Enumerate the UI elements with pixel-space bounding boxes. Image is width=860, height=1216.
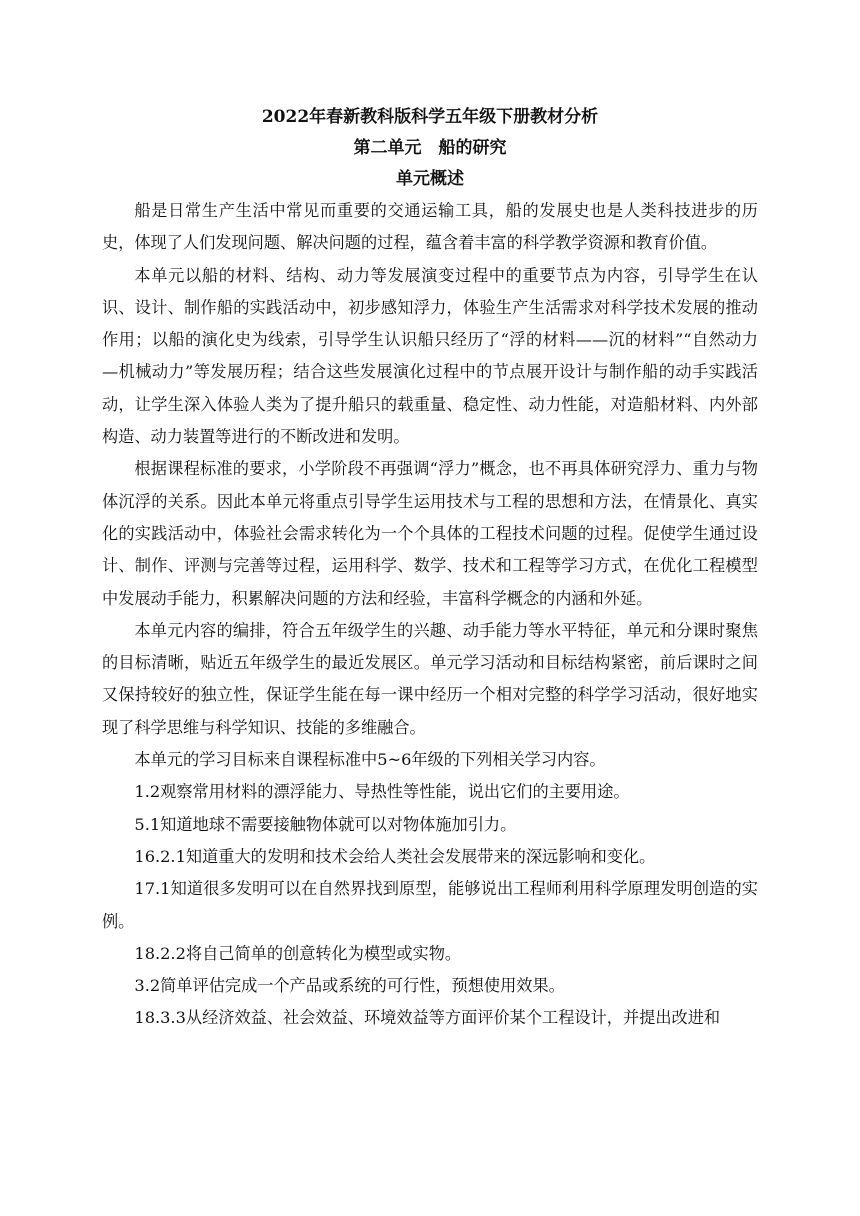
objective-item: 17.1知道很多发明可以在自然界找到原型，能够说出工程师利用科学原理发明创造的实例。 (102, 879, 758, 931)
objective-item: 18.3.3从经济效益、社会效益、环境效益等方面评价某个工程设计，并提出改进和 (134, 1008, 721, 1028)
objective-item: 1.2观察常用材料的漂浮能力、导热性等性能，说出它们的主要用途。 (134, 782, 630, 802)
paragraph-curriculum-standard: 根据课程标准的要求，小学阶段不再强调“浮力”概念，也不再具体研究浮力、重力与物体沉浮的关系。因此本单元将重点引导学生运用技术与工程的思想和方法，在情景化、真实化的实践活动中，体验社会需求转化为一个个具体的工程技术问题的过程。促使学生通过设计、制作、评测与完善等过程，运用科学、数学、技术和工程等学习方式，在优化工程模型中发展动手能力，积累解决问题的方法和经验，丰富科学概念的内涵和外延。 (102, 459, 758, 608)
objective-item: 18.2.2将自己简单的创意转化为模型或实物。 (134, 943, 462, 963)
objective-item: 3.2简单评估完成一个产品或系统的可行性，预想使用效果。 (134, 976, 565, 996)
paragraph-intro: 船是日常生产生活中常见而重要的交通运输工具，船的发展史也是人类科技进步的历史，体现了人们发现问题、解决问题的过程，蕴含着丰富的科学教学资源和教育价值。 (102, 201, 758, 253)
objective-item: 5.1知道地球不需要接触物体就可以对物体施加引力。 (134, 814, 517, 834)
section-heading: 单元概述 (396, 169, 464, 189)
objective-item: 16.2.1知道重大的发明和技术会给人类社会发展带来的深远影响和变化。 (134, 846, 656, 866)
page-content (102, 102, 758, 1035)
paragraph-objectives-intro: 本单元的学习目标来自课程标准中5~6年级的下列相关学习内容。 (134, 750, 606, 770)
paragraph-arrangement: 本单元内容的编排，符合五年级学生的兴趣、动手能力等水平特征，单元和分课时聚焦的目标清晰，贴近五年级学生的最近发展区。单元学习活动和目标结构紧密，前后课时之间又保持较好的独立性，保证学生能在每一课中经历一个相对完整的科学学习活动，很好地实现了科学思维与科学知识、技能的多维融合。 (102, 620, 758, 737)
paragraph-unit-content: 本单元以船的材料、结构、动力等发展演变过程中的重要节点为内容，引导学生在认识、设计、制作船的实践活动中，初步感知浮力，体验生产生活需求对科学技术发展的推动作用；以船的演化史为线索，引导学生认识船只经历了“浮的材料——沉的材料”“自然动力—机械动力”等发展历程；结合这些发展演化过程中的节点展开设计与制作船的动手实践活动，让学生深入体验人类为了提升船只的载重量、稳定性、动力性能，对造船材料、内外部构造、动力装置等进行的不断改进和发明。 (102, 265, 758, 447)
unit-heading: 第二单元 船的研究 (353, 138, 507, 158)
document-title: 2022年春新教科版科学五年级下册教材分析 (261, 107, 599, 127)
